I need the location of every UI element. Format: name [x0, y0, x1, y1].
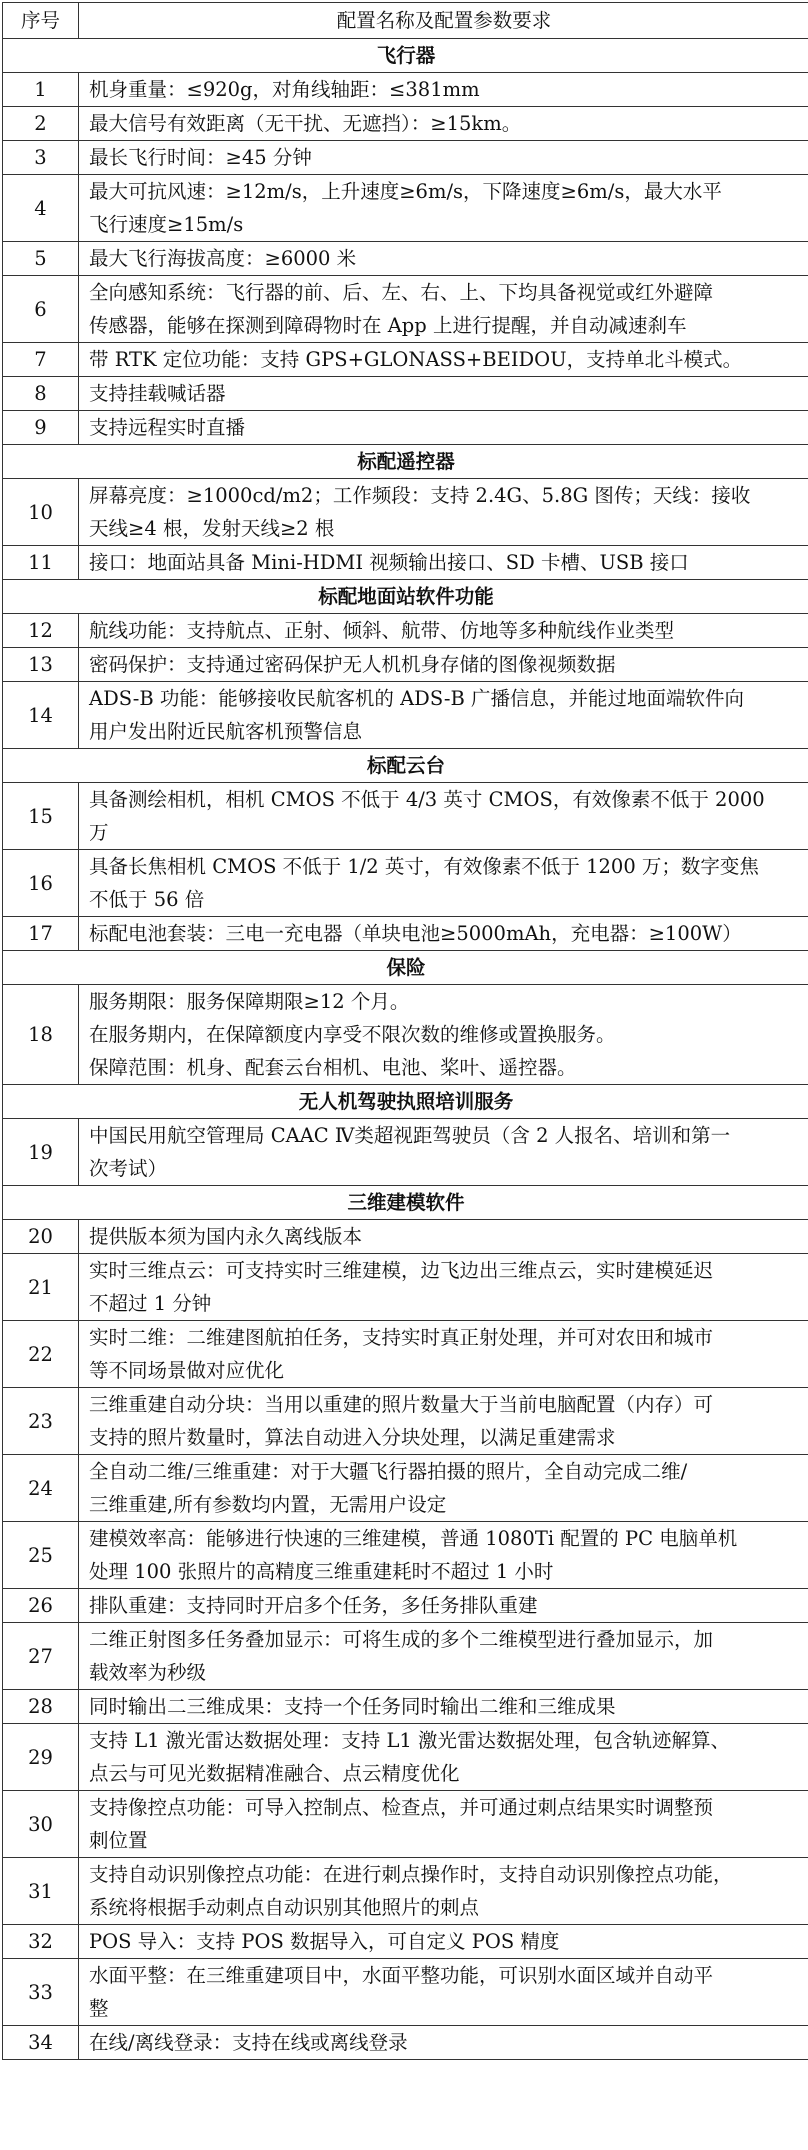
requirement-line: 实时二维：二维建图航拍任务，支持实时真正射处理，并可对农田和城市	[89, 1326, 714, 1349]
requirement-line: 保障范围：机身、配套云台相机、电池、桨叶、遥控器。	[89, 1056, 577, 1079]
table-row	[3, 343, 808, 377]
requirement-line: POS 导入：支持 POS 数据导入，可自定义 POS 精度	[89, 1930, 560, 1953]
requirement-line: 整	[89, 1997, 109, 2020]
section-title: 保险	[3, 951, 808, 985]
row-requirement	[79, 377, 808, 411]
section-header-row	[3, 951, 808, 985]
requirement-line: 在线/离线登录：支持在线或离线登录	[89, 2031, 408, 2054]
requirement-line: 支持 L1 激光雷达数据处理：支持 L1 激光雷达数据处理，包含轨迹解算、	[89, 1729, 731, 1752]
row-number: 20	[3, 1220, 79, 1254]
requirement-line: 刺位置	[89, 1829, 148, 1852]
row-requirement	[79, 546, 808, 580]
row-requirement	[79, 682, 808, 749]
requirement-line: 系统将根据手动刺点自动识别其他照片的刺点	[89, 1896, 480, 1919]
requirement-line: 同时输出二三维成果：支持一个任务同时输出二维和三维成果	[89, 1695, 616, 1718]
table-row	[3, 546, 808, 580]
row-requirement	[79, 343, 808, 377]
row-number: 2	[3, 107, 79, 141]
table-row	[3, 1589, 808, 1623]
requirement-line: 具备测绘相机，相机 CMOS 不低于 4/3 英寸 CMOS，有效像素不低于 2000	[89, 788, 765, 811]
row-requirement	[79, 1220, 808, 1254]
requirement-line: ADS-B 功能：能够接收民航客机的 ADS-B 广播信息，并能过地面端软件向	[89, 687, 745, 710]
table-row	[3, 242, 808, 276]
table-row	[3, 1791, 808, 1858]
table-row	[3, 1690, 808, 1724]
table-row	[3, 682, 808, 749]
row-requirement	[79, 1724, 808, 1791]
row-number: 28	[3, 1690, 79, 1724]
row-number: 6	[3, 276, 79, 343]
requirement-line: 支持自动识别像控点功能：在进行刺点操作时，支持自动识别像控点功能，	[89, 1863, 733, 1886]
row-requirement	[79, 917, 808, 951]
row-number: 23	[3, 1388, 79, 1455]
table-row	[3, 1388, 808, 1455]
requirement-line: 最大可抗风速：≥12m/s，上升速度≥6m/s，下降速度≥6m/s，最大水平	[89, 180, 722, 203]
table-row	[3, 2026, 808, 2060]
table-row	[3, 1220, 808, 1254]
section-title: 标配云台	[3, 749, 808, 783]
requirement-line: 具备长焦相机 CMOS 不低于 1/2 英寸，有效像素不低于 1200 万；数字变焦	[89, 855, 759, 878]
requirement-line: 支持挂载喊话器	[89, 382, 226, 405]
requirement-line: 等不同场景做对应优化	[89, 1359, 285, 1382]
row-requirement	[79, 73, 808, 107]
row-requirement	[79, 648, 808, 682]
row-number: 33	[3, 1959, 79, 2026]
row-number: 1	[3, 73, 79, 107]
spec-table-body	[3, 3, 808, 2060]
row-number: 14	[3, 682, 79, 749]
table-row	[3, 175, 808, 242]
row-requirement	[79, 1321, 808, 1388]
row-number: 10	[3, 479, 79, 546]
row-requirement	[79, 1690, 808, 1724]
table-row	[3, 648, 808, 682]
requirement-line: 屏幕亮度：≥1000cd/m2；工作频段：支持 2.4G、5.8G 图传；天线：接收	[89, 484, 751, 507]
requirement-line: 服务期限：服务保障期限≥12 个月。	[89, 990, 410, 1013]
row-number: 4	[3, 175, 79, 242]
spec-table	[2, 2, 808, 2060]
row-requirement	[79, 1791, 808, 1858]
row-requirement	[79, 1522, 808, 1589]
section-title: 三维建模软件	[3, 1186, 808, 1220]
table-row	[3, 479, 808, 546]
table-row	[3, 1254, 808, 1321]
requirement-line: 实时三维点云：可支持实时三维建模，边飞边出三维点云，实时建模延迟	[89, 1259, 714, 1282]
row-requirement	[79, 1959, 808, 2026]
section-header-row	[3, 1186, 808, 1220]
row-number: 34	[3, 2026, 79, 2060]
section-header-row	[3, 39, 808, 73]
row-requirement	[79, 985, 808, 1085]
requirement-line: 接口：地面站具备 Mini-HDMI 视频输出接口、SD 卡槽、USB 接口	[89, 551, 689, 574]
row-requirement	[79, 1925, 808, 1959]
row-number: 17	[3, 917, 79, 951]
row-requirement	[79, 2026, 808, 2060]
row-number: 9	[3, 411, 79, 445]
row-number: 21	[3, 1254, 79, 1321]
table-row	[3, 614, 808, 648]
section-header-row	[3, 749, 808, 783]
row-number: 29	[3, 1724, 79, 1791]
requirement-line: 在服务期内，在保障额度内享受不限次数的维修或置换服务。	[89, 1023, 616, 1046]
requirement-line: 建模效率高：能够进行快速的三维建模，普通 1080Ti 配置的 PC 电脑单机	[89, 1527, 738, 1550]
requirement-line: 全向感知系统：飞行器的前、后、左、右、上、下均具备视觉或红外避障	[89, 281, 714, 304]
table-row	[3, 1119, 808, 1186]
requirement-line: 次考试）	[89, 1157, 168, 1180]
table-row	[3, 1925, 808, 1959]
table-row	[3, 850, 808, 917]
row-number: 30	[3, 1791, 79, 1858]
table-row	[3, 141, 808, 175]
section-header-row	[3, 445, 808, 479]
row-requirement	[79, 107, 808, 141]
row-number: 13	[3, 648, 79, 682]
requirement-line: 支持的照片数量时，算法自动进入分块处理，以满足重建需求	[89, 1426, 616, 1449]
row-number: 5	[3, 242, 79, 276]
row-number: 32	[3, 1925, 79, 1959]
requirement-line: 航线功能：支持航点、正射、倾斜、航带、仿地等多种航线作业类型	[89, 619, 675, 642]
row-number: 27	[3, 1623, 79, 1690]
requirement-line: 传感器，能够在探测到障碍物时在 App 上进行提醒，并自动减速刹车	[89, 314, 687, 337]
section-title: 标配地面站软件功能	[3, 580, 808, 614]
requirement-line: 提供版本须为国内永久离线版本	[89, 1225, 363, 1248]
header-requirement: 配置名称及配置参数要求	[79, 3, 808, 39]
section-title: 飞行器	[3, 39, 808, 73]
header-no: 序号	[3, 3, 79, 39]
row-number: 24	[3, 1455, 79, 1522]
table-row	[3, 1455, 808, 1522]
row-number: 19	[3, 1119, 79, 1186]
requirement-line: 点云与可见光数据精准融合、点云精度优化	[89, 1762, 460, 1785]
row-requirement	[79, 175, 808, 242]
row-number: 25	[3, 1522, 79, 1589]
row-number: 16	[3, 850, 79, 917]
row-requirement	[79, 411, 808, 445]
requirement-line: 标配电池套装：三电一充电器（单块电池≥5000mAh，充电器：≥100W）	[89, 922, 742, 945]
row-number: 3	[3, 141, 79, 175]
requirement-line: 密码保护：支持通过密码保护无人机机身存储的图像视频数据	[89, 653, 616, 676]
requirement-line: 支持远程实时直播	[89, 416, 246, 439]
requirement-line: 不低于 56 倍	[89, 888, 205, 911]
table-row	[3, 107, 808, 141]
requirement-line: 飞行速度≥15m/s	[89, 213, 244, 236]
table-row	[3, 783, 808, 850]
row-requirement	[79, 614, 808, 648]
table-row	[3, 377, 808, 411]
requirement-line: 最大飞行海拔高度：≥6000 米	[89, 247, 357, 270]
requirement-line: 用户发出附近民航客机预警信息	[89, 720, 363, 743]
requirement-line: 带 RTK 定位功能：支持 GPS+GLONASS+BEIDOU，支持单北斗模式。	[89, 348, 743, 371]
requirement-line: 水面平整：在三维重建项目中，水面平整功能，可识别水面区域并自动平	[89, 1964, 714, 1987]
row-requirement	[79, 1858, 808, 1925]
table-row	[3, 1858, 808, 1925]
requirement-line: 万	[89, 821, 109, 844]
requirement-line: 机身重量：≤920g，对角线轴距：≤381mm	[89, 78, 480, 101]
requirement-line: 三维重建自动分块：当用以重建的照片数量大于当前电脑配置（内存）可	[89, 1393, 714, 1416]
row-number: 11	[3, 546, 79, 580]
requirement-line: 排队重建：支持同时开启多个任务，多任务排队重建	[89, 1594, 538, 1617]
requirement-line: 最长飞行时间：≥45 分钟	[89, 146, 312, 169]
table-row	[3, 985, 808, 1085]
row-number: 18	[3, 985, 79, 1085]
row-requirement	[79, 1119, 808, 1186]
row-number: 8	[3, 377, 79, 411]
table-row	[3, 1522, 808, 1589]
row-number: 15	[3, 783, 79, 850]
section-header-row	[3, 580, 808, 614]
row-number: 26	[3, 1589, 79, 1623]
table-header-row	[3, 3, 808, 39]
requirement-line: 不超过 1 分钟	[89, 1292, 212, 1315]
requirement-line: 天线≥4 根，发射天线≥2 根	[89, 517, 335, 540]
section-header-row	[3, 1085, 808, 1119]
table-row	[3, 1321, 808, 1388]
table-row	[3, 1959, 808, 2026]
row-requirement	[79, 1623, 808, 1690]
row-requirement	[79, 1589, 808, 1623]
row-requirement	[79, 1388, 808, 1455]
row-requirement	[79, 1254, 808, 1321]
table-row	[3, 73, 808, 107]
row-number: 12	[3, 614, 79, 648]
row-number: 22	[3, 1321, 79, 1388]
requirement-line: 支持像控点功能：可导入控制点、检查点，并可通过刺点结果实时调整预	[89, 1796, 714, 1819]
row-requirement	[79, 276, 808, 343]
requirement-line: 全自动二维/三维重建：对于大疆飞行器拍摄的照片，全自动完成二维/	[89, 1460, 688, 1483]
row-number: 31	[3, 1858, 79, 1925]
row-requirement	[79, 783, 808, 850]
row-requirement	[79, 479, 808, 546]
section-title: 标配遥控器	[3, 445, 808, 479]
section-title: 无人机驾驶执照培训服务	[3, 1085, 808, 1119]
row-requirement	[79, 242, 808, 276]
table-row	[3, 917, 808, 951]
table-row	[3, 276, 808, 343]
requirement-line: 载效率为秒级	[89, 1661, 207, 1684]
requirement-line: 二维正射图多任务叠加显示：可将生成的多个二维模型进行叠加显示，加	[89, 1628, 714, 1651]
table-row	[3, 1623, 808, 1690]
requirement-line: 三维重建,所有参数均内置，无需用户设定	[89, 1493, 447, 1516]
row-requirement	[79, 850, 808, 917]
requirement-line: 处理 100 张照片的高精度三维重建耗时不超过 1 小时	[89, 1560, 554, 1583]
table-row	[3, 411, 808, 445]
row-number: 7	[3, 343, 79, 377]
requirement-line: 中国民用航空管理局 CAAC Ⅳ类超视距驾驶员（含 2 人报名、培训和第一	[89, 1124, 731, 1147]
requirement-line: 最大信号有效距离（无干扰、无遮挡）：≥15km。	[89, 112, 522, 135]
row-requirement	[79, 141, 808, 175]
table-row	[3, 1724, 808, 1791]
row-requirement	[79, 1455, 808, 1522]
